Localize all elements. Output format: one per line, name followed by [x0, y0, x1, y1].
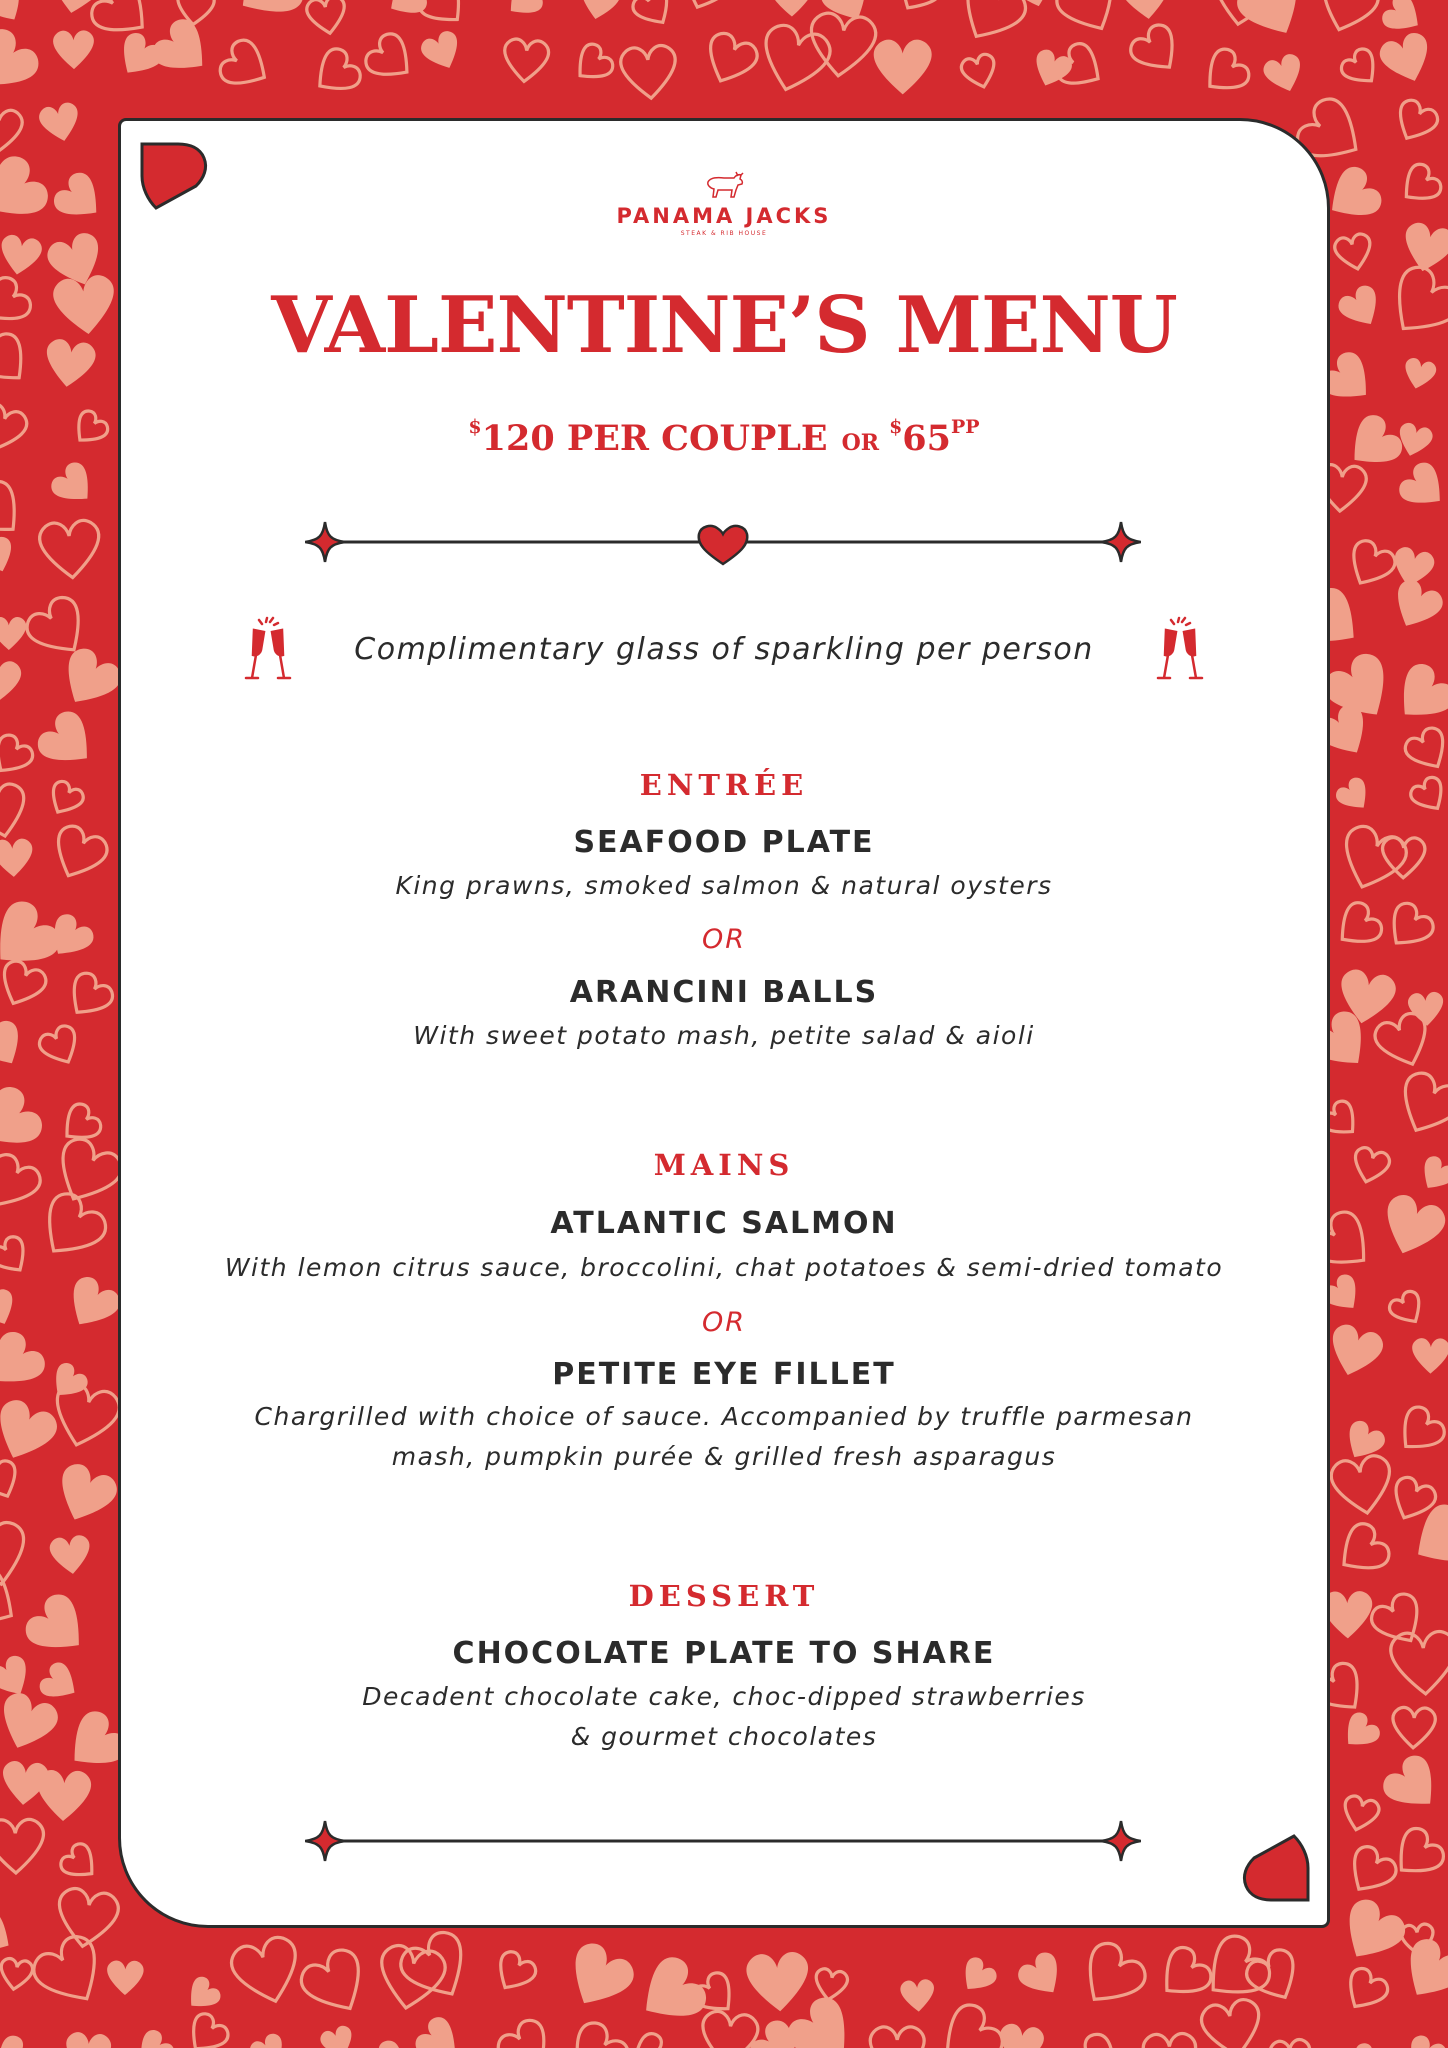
left-diamond-icon	[305, 522, 345, 562]
chocolate-plate-desc-line2: & gourmet chocolates	[570, 1722, 878, 1751]
mains-heading: MAINS	[653, 1148, 795, 1182]
sparkling-note: Complimentary glass of sparkling per person	[354, 632, 1094, 667]
bottom-divider	[305, 1811, 1141, 1871]
petite-eye-fillet-desc-line2: mash, pumpkin purée & grilled fresh asparagus	[391, 1442, 1057, 1471]
seafood-plate-name: SEAFOOD PLATE	[573, 825, 875, 860]
logo-tagline: STEAK & RIB HOUSE	[680, 230, 768, 237]
atlantic-salmon-desc: With lemon citrus sauce, broccolini, chat potatoes & semi-dried tomato	[224, 1253, 1224, 1282]
arancini-balls-name: ARANCINI BALLS	[569, 975, 879, 1010]
bull-icon	[702, 170, 746, 200]
logo-name: PANAMA JACKS	[616, 204, 832, 228]
seafood-plate-desc: King prawns, smoked salmon & natural oysters	[395, 871, 1053, 900]
price-or: OR	[841, 430, 880, 456]
atlantic-salmon-name: ATLANTIC SALMON	[550, 1206, 898, 1241]
right-diamond-icon	[1101, 522, 1141, 562]
entree-heading: ENTRÉE	[639, 768, 809, 802]
page-title: VALENTINE’S MENU	[271, 280, 1177, 371]
petite-eye-fillet-desc-line1: Chargrilled with choice of sauce. Accompanied by truffle parmesan	[254, 1402, 1194, 1431]
chocolate-plate-name: CHOCOLATE PLATE TO SHARE	[452, 1636, 996, 1671]
restaurant-logo	[0, 170, 1448, 237]
top-divider	[305, 512, 1141, 572]
mains-or: OR	[701, 1307, 746, 1338]
left-diamond-icon	[305, 1821, 345, 1861]
per-person-suffix: PP	[951, 416, 980, 438]
currency-symbol: $	[468, 416, 482, 438]
arancini-balls-desc: With sweet potato mash, petite salad & aioli	[413, 1021, 1035, 1050]
couple-price: 120 PER COUPLE	[481, 418, 828, 459]
center-heart-icon	[699, 526, 748, 564]
dessert-heading: DESSERT	[628, 1579, 820, 1613]
person-price: 65	[902, 418, 952, 459]
bottom-right-corner-heart-icon	[1232, 1832, 1312, 1904]
currency-symbol-2: $	[889, 416, 903, 438]
petite-eye-fillet-name: PETITE EYE FILLET	[552, 1357, 896, 1392]
right-diamond-icon	[1101, 1821, 1141, 1861]
chocolate-plate-desc-line1: Decadent chocolate cake, choc-dipped strawberries	[362, 1682, 1086, 1711]
price-line	[0, 418, 1448, 459]
entree-or: OR	[701, 924, 746, 955]
